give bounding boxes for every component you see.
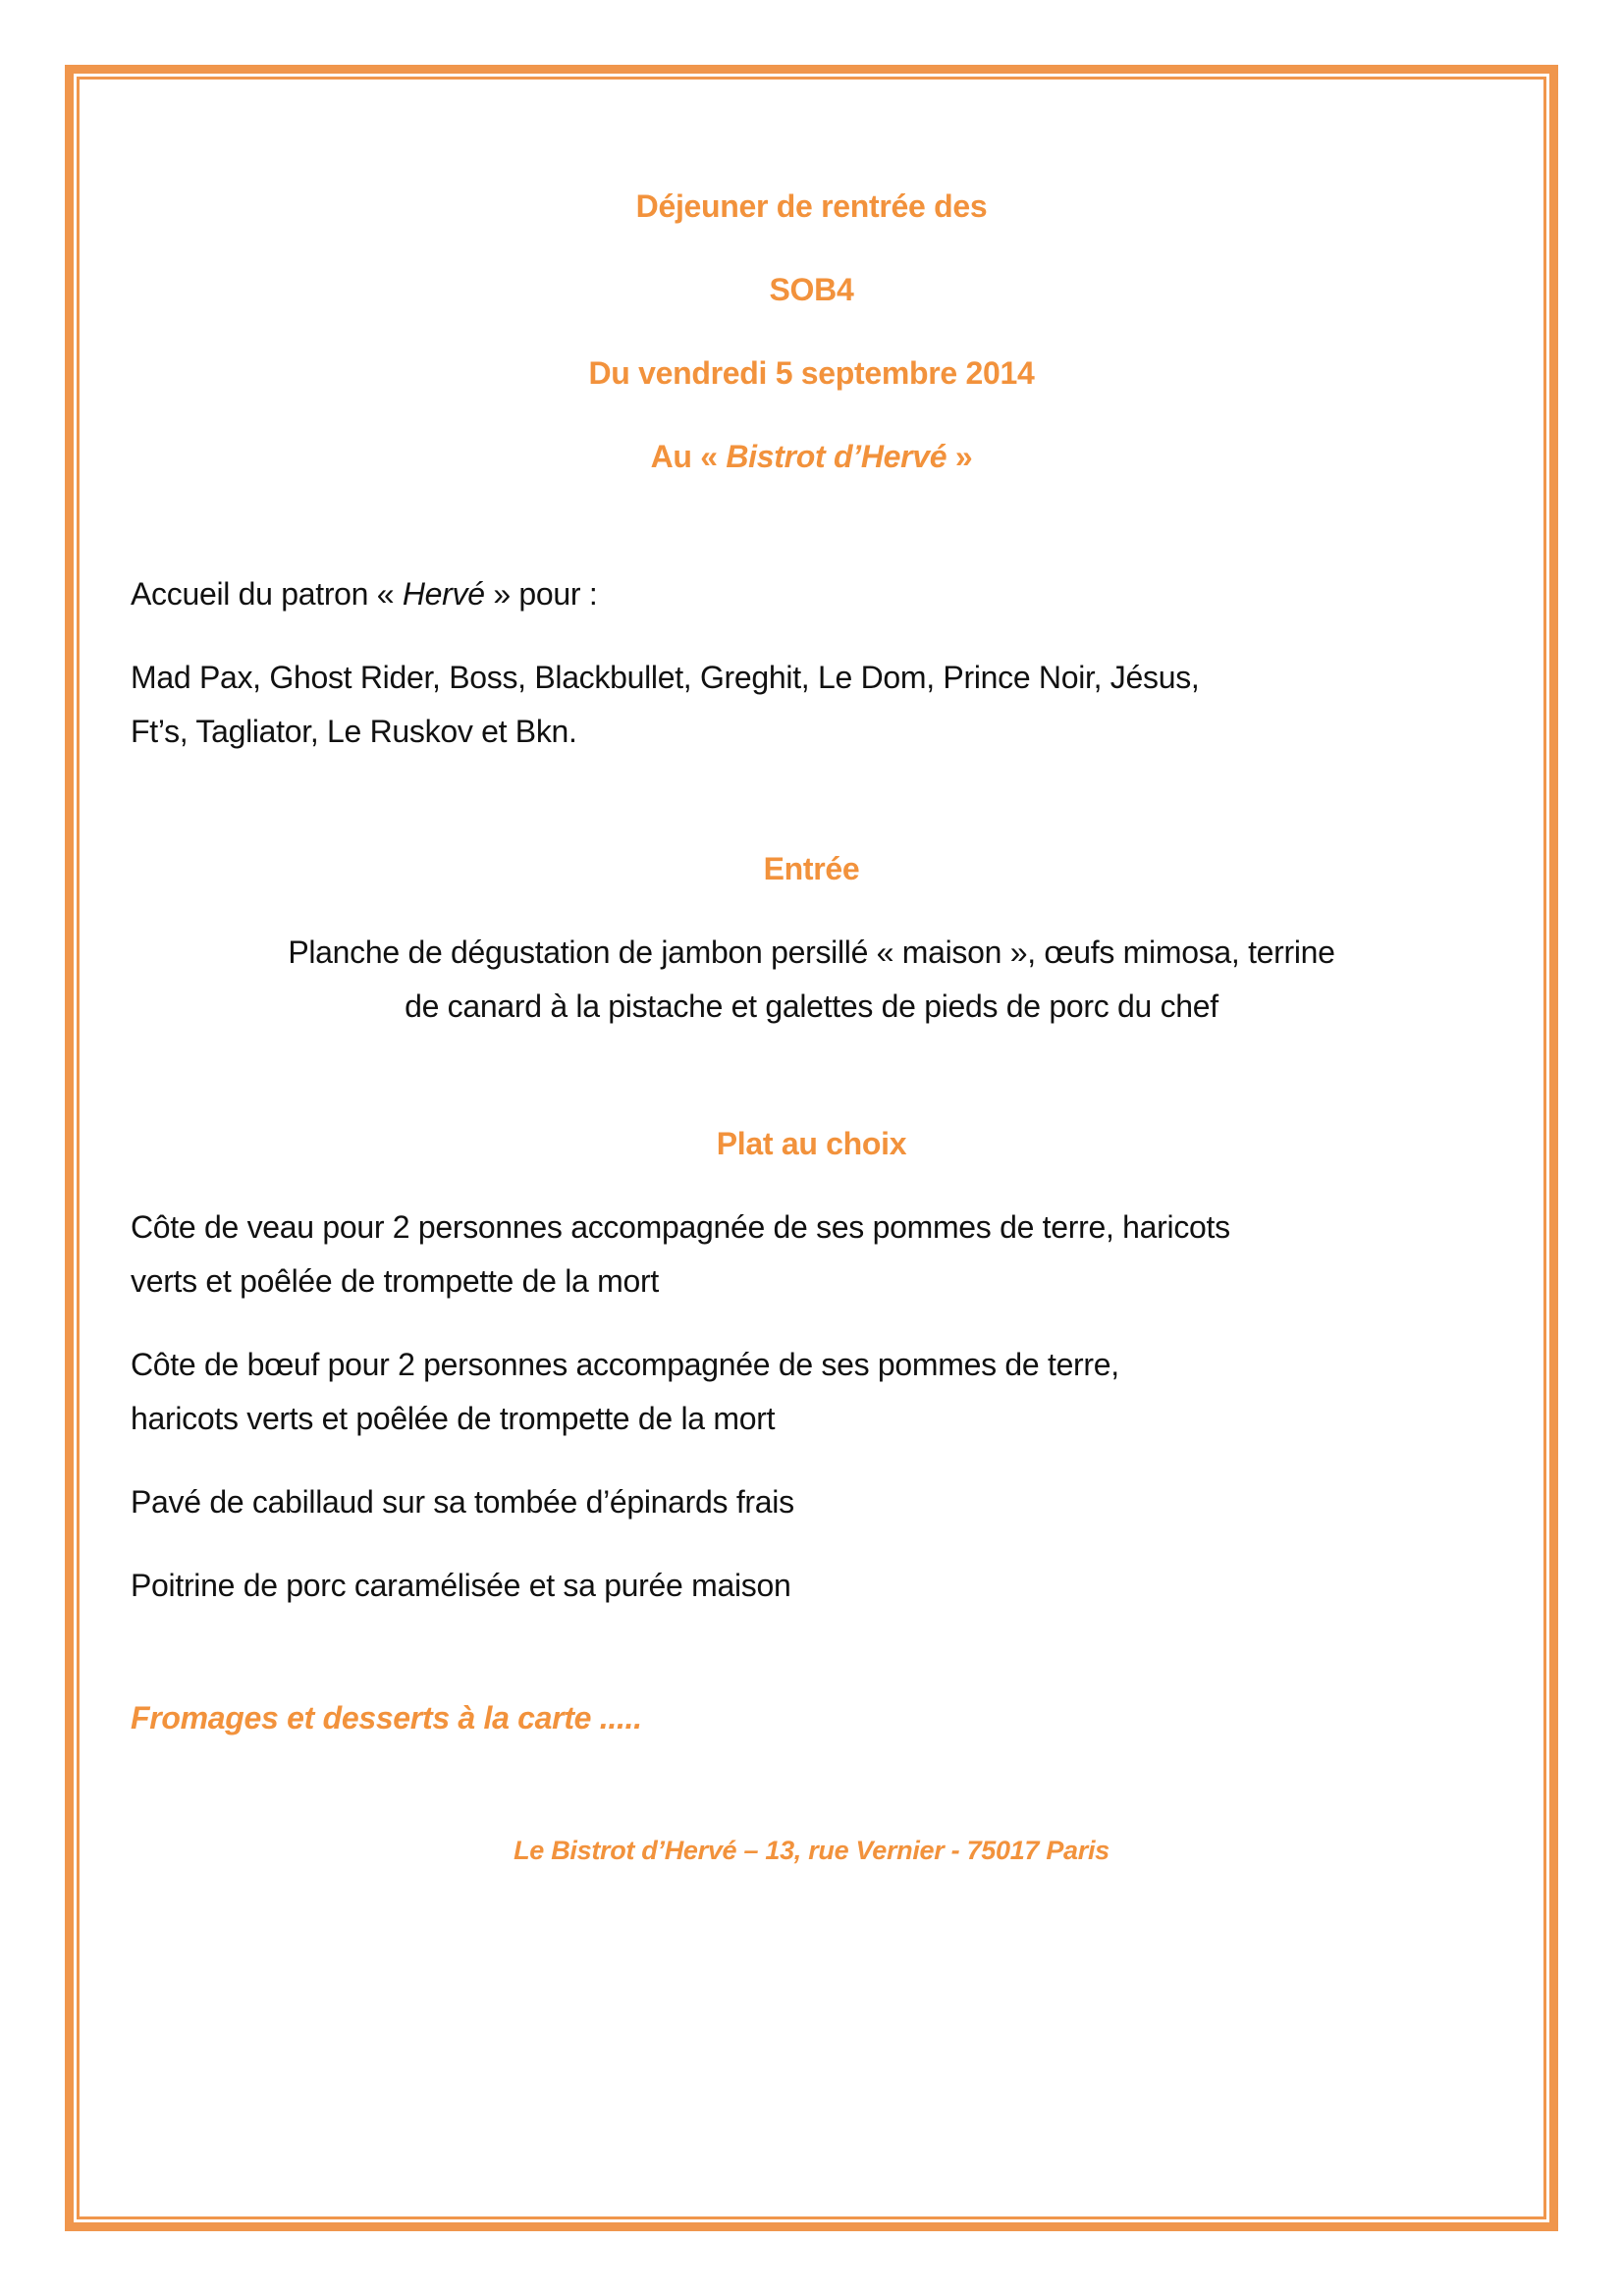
guest-list-line-2: Ft’s, Tagliator, Le Ruskov et Bkn. <box>131 714 577 749</box>
plat-item-2 <box>131 1338 1492 1446</box>
welcome-intro-prefix: Accueil du patron « <box>131 576 403 612</box>
menu-content <box>131 0 1492 1907</box>
plat-item-4-line-1: Poitrine de porc caramélisée et sa purée maison <box>131 1568 791 1603</box>
guest-list <box>131 651 1492 759</box>
menu-title-line-4 <box>131 430 1492 484</box>
desserts-note: Fromages et desserts à la carte ..... <box>131 1700 642 1735</box>
entree-item <box>131 926 1492 1034</box>
plat-item-3 <box>131 1475 1492 1529</box>
entree-item-line-2: de canard à la pistache et galettes de pieds de porc du chef <box>405 988 1218 1024</box>
plats-heading: Plat au choix <box>716 1126 907 1161</box>
menu-title-line-2: SOB4 <box>769 272 854 307</box>
restaurant-address: Le Bistrot d’Hervé – 13, rue Vernier - 75017 Paris <box>514 1836 1109 1865</box>
menu-title-line-1: Déjeuner de rentrée des <box>635 188 988 224</box>
venue-suffix: » <box>947 439 973 474</box>
entree-heading: Entrée <box>763 851 860 886</box>
plat-item-1 <box>131 1201 1492 1308</box>
menu-title-line-3: Du vendredi 5 septembre 2014 <box>588 355 1035 391</box>
plat-item-3-line-1: Pavé de cabillaud sur sa tombée d’épinards frais <box>131 1484 794 1520</box>
guest-list-line-1: Mad Pax, Ghost Rider, Boss, Blackbullet, Greghit, Le Dom, Prince Noir, Jésus, <box>131 660 1200 695</box>
plat-item-2-line-1: Côte de bœuf pour 2 personnes accompagnée de ses pommes de terre, <box>131 1347 1119 1382</box>
entree-item-line-1: Planche de dégustation de jambon persillé « maison », œufs mimosa, terrine <box>288 934 1335 970</box>
venue-name: Bistrot d’Hervé <box>726 439 947 474</box>
welcome-intro-suffix: » pour : <box>484 576 598 612</box>
patron-name: Hervé <box>402 576 485 612</box>
plat-item-2-line-2: haricots verts et poêlée de trompette de la mort <box>131 1401 776 1436</box>
plat-item-4 <box>131 1559 1492 1613</box>
plat-item-1-line-2: verts et poêlée de trompette de la mort <box>131 1263 659 1299</box>
plat-item-1-line-1: Côte de veau pour 2 personnes accompagnée de ses pommes de terre, haricots <box>131 1209 1230 1245</box>
welcome-intro <box>131 567 1492 621</box>
venue-prefix: Au « <box>650 439 727 474</box>
